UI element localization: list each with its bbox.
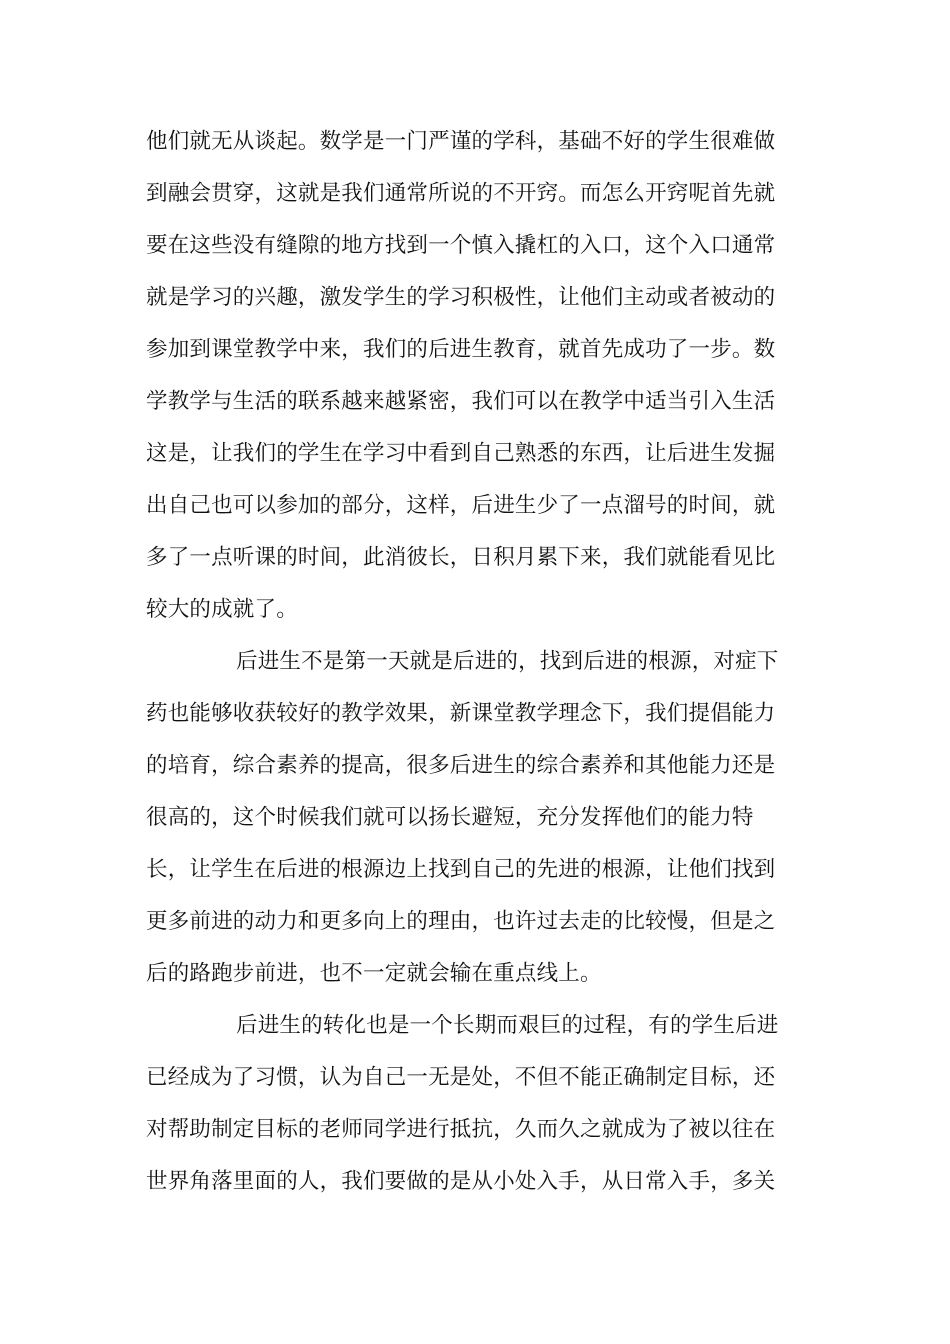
text-line: 就是学习的兴趣，激发学生的学习积极性，让他们主动或者被动的	[146, 285, 776, 310]
text-line: 更多前进的动力和更多向上的理由，也许过去走的比较慢，但是之	[146, 909, 776, 934]
text-line: 较大的成就了。	[146, 597, 298, 622]
text-line: 已经成为了习惯，认为自己一无是处，不但不能正确制定目标，还	[146, 1065, 776, 1090]
paragraph-start-line: 后进生不是第一天就是后进的，找到后进的根源，对症下	[236, 649, 779, 674]
text-line: 这是，让我们的学生在学习中看到自己熟悉的东西，让后进生发掘	[146, 441, 776, 466]
text-line: 长，让学生在后进的根源边上找到自己的先进的根源，让他们找到	[146, 857, 776, 882]
text-line: 他们就无从谈起。数学是一门严谨的学科，基础不好的学生很难做	[146, 129, 776, 154]
text-line: 要在这些没有缝隙的地方找到一个慎入撬杠的入口，这个入口通常	[146, 233, 776, 258]
text-line: 的培育，综合素养的提高，很多后进生的综合素养和其他能力还是	[146, 753, 776, 778]
text-line: 参加到课堂教学中来，我们的后进生教育，就首先成功了一步。数	[146, 337, 776, 362]
text-line: 到融会贯穿，这就是我们通常所说的不开窍。而怎么开窍呢首先就	[146, 181, 776, 206]
text-line: 学教学与生活的联系越来越紧密，我们可以在教学中适当引入生活	[146, 389, 776, 414]
text-line: 世界角落里面的人，我们要做的是从小处入手，从日常入手，多关	[146, 1169, 776, 1194]
text-line: 对帮助制定目标的老师同学进行抵抗，久而久之就成为了被以往在	[146, 1117, 776, 1142]
text-line: 后的路跑步前进，也不一定就会输在重点线上。	[146, 961, 602, 986]
text-line: 多了一点听课的时间，此消彼长，日积月累下来，我们就能看见比	[146, 545, 776, 570]
body-text	[146, 116, 798, 1208]
text-line: 出自己也可以参加的部分，这样，后进生少了一点溜号的时间，就	[146, 493, 776, 518]
text-line: 很高的，这个时候我们就可以扬长避短，充分发挥他们的能力特	[146, 805, 754, 830]
paragraph-start-line: 后进生的转化也是一个长期而艰巨的过程，有的学生后进	[236, 1013, 779, 1038]
text-line: 药也能够收获较好的教学效果，新课堂教学理念下，我们提倡能力	[146, 701, 776, 726]
